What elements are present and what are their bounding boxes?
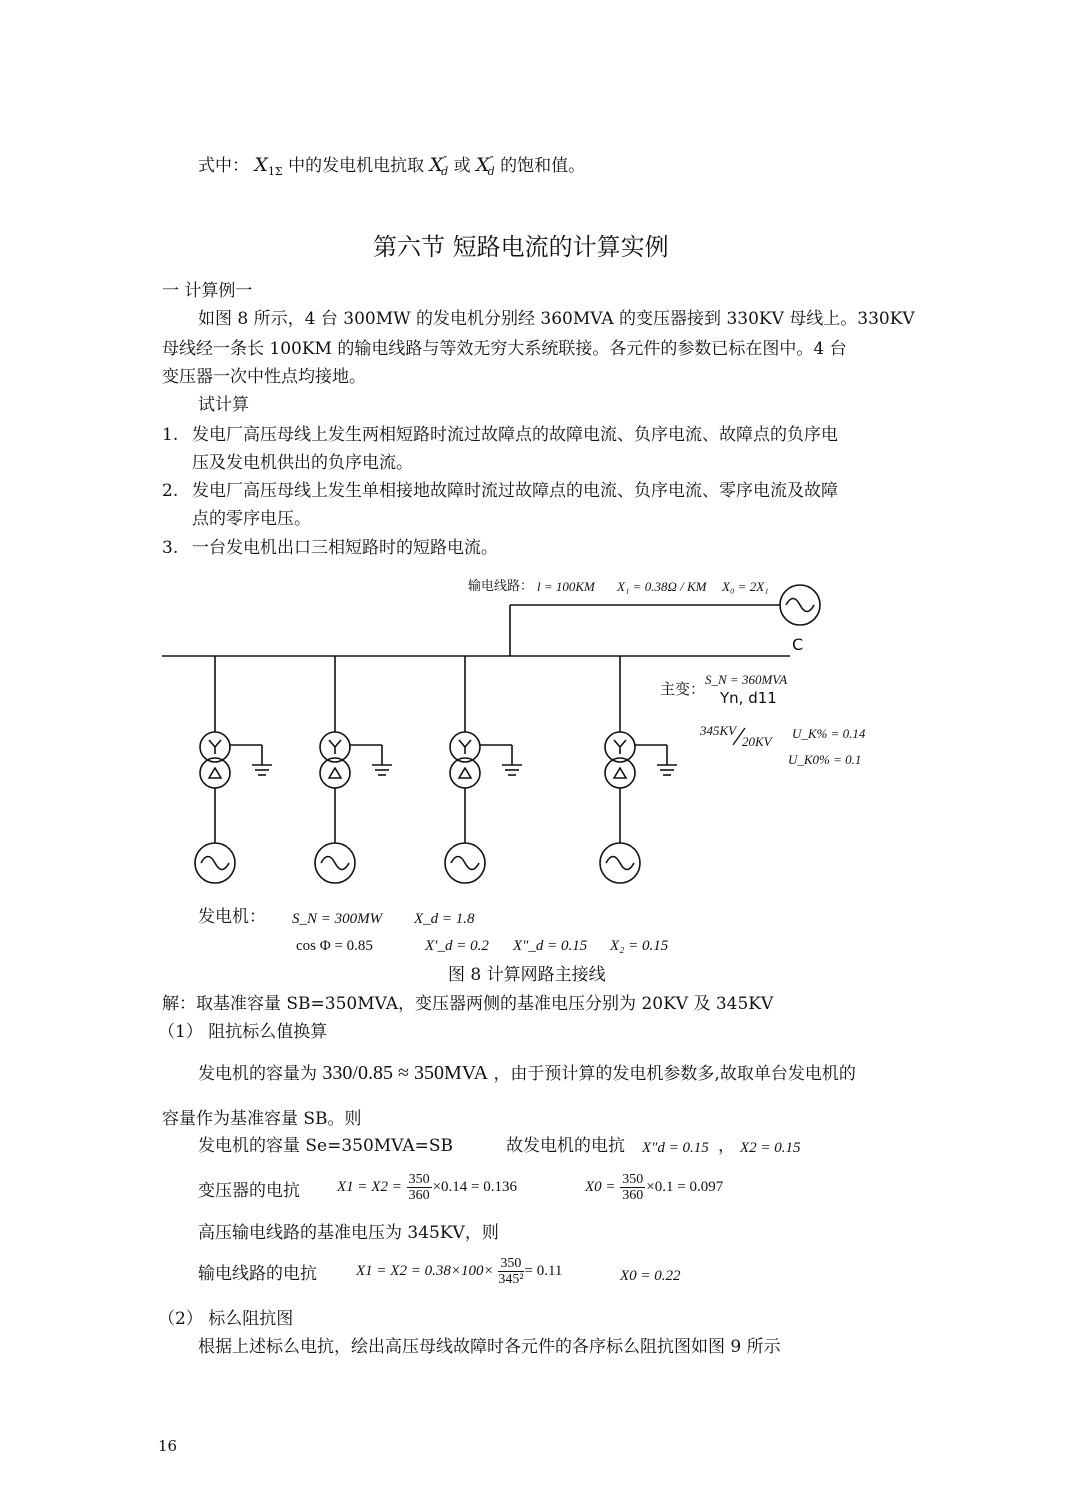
list-item-line: 发电厂高压母线上发生单相接地故障时流过故障点的电流、负序电流、零序电流及故障 <box>192 481 838 501</box>
solution-intro: 解：取基准容量 SB=350MVA，变压器两侧的基准电压分别为 20KV 及 345KV <box>162 994 774 1014</box>
transformer-label: 主变： <box>660 680 706 698</box>
hv-base-voltage: 高压输电线路的基准电压为 345KV，则 <box>198 1223 499 1243</box>
line-x1-formula: X1 = X2 = 0.38×100× $\frac{350}{\text{345²}}$ = 0.11 <box>356 1256 563 1287</box>
list-item-line: 一台发电机出口三相短路时的短路电流。 <box>192 538 498 558</box>
gen-reactance-label: 故发电机的电抗 <box>506 1136 625 1156</box>
generator-label: 发电机： <box>198 907 266 927</box>
transformer-uk: U_K% = 0.14 <box>792 726 866 741</box>
example-para-line-3: 变压器一次中性点均接地。 <box>162 367 366 387</box>
branch-3 <box>445 656 522 883</box>
list-item-line: 点的零序电压。 <box>192 509 311 529</box>
gen-reactance-x2: X2 = 0.15 <box>740 1140 801 1156</box>
gen-xd-double-prime: X″_d = 0.15 <box>513 938 588 954</box>
line-length: l = 100KM <box>537 579 595 594</box>
list-item-line: 压及发电机供出的负序电流。 <box>192 453 413 473</box>
figure-caption: 图 8 计算网路主接线 <box>448 965 606 985</box>
line-x0-value: X0 = 0.22 <box>620 1268 681 1284</box>
gen-capacity-line: 发电机的容量为 330/0.85 ≈ 350MVA ，由于预计算的发电机参数多,故取单台发电机的 <box>198 1062 856 1084</box>
transformer-ratio-lv: 20KV <box>742 734 772 749</box>
line-param-label: 输电线路： <box>468 579 534 594</box>
line-x1: X₁ = 0.38Ω / KM <box>617 579 707 594</box>
intro-line: 式中： $X_{1\Sigma}$ 中的发电机电抗取 $X''_d$ 或 $X''_d$ 的饱和值。 <box>198 154 586 178</box>
example-heading: 一 计算例一 <box>162 281 253 301</box>
step-2-text: 根据上述标么电抗，绘出高压母线故障时各元件的各序标么阻抗图如图 9 所示 <box>198 1337 781 1357</box>
branch-1 <box>195 656 272 883</box>
list-item-line: 发电厂高压母线上发生两相短路时流过故障点的故障电流、负序电流、故障点的负序电 <box>192 425 838 445</box>
step-2-heading: （2） 标么阻抗图 <box>158 1309 294 1329</box>
list-item-number: 1. <box>162 425 179 445</box>
gen-xd: X_d = 1.8 <box>414 911 475 927</box>
gen-sn: S_N = 300MW <box>292 911 383 927</box>
gen-xd-prime: X′_d = 0.2 <box>425 938 489 954</box>
gen-capacity-line-2: 容量作为基准容量 SB。则 <box>162 1109 362 1129</box>
list-item-number: 2. <box>162 481 179 501</box>
transformer-sn: S_N = 360MVA <box>705 672 788 687</box>
example-para-line-2: 母线经一条长 100KM 的输电线路与等效无穷大系统联接。各元件的参数已标在图中。4 台 <box>162 339 847 359</box>
line-x0: X₀ = 2X₁ <box>722 579 769 594</box>
try-label: 试计算 <box>198 395 249 415</box>
gen-cos: cos Φ = 0.85 <box>296 938 373 954</box>
transformer-uk0: U_K0% = 0.1 <box>788 752 862 767</box>
gen-se: 发电机的容量 Se=350MVA=SB <box>198 1136 453 1156</box>
system-label: C <box>792 635 804 654</box>
transformer-connection: Yn, d11 <box>720 689 777 707</box>
example-para-line-1: 如图 8 所示，4 台 300MW 的发电机分别经 360MVA 的变压器接到 330KV 母线上。330KV <box>198 309 915 329</box>
gen-reactance-xd: X″d = 0.15 <box>642 1140 709 1156</box>
section-title: 第六节 短路电流的计算实例 <box>373 233 669 261</box>
transformer-reactance-label: 变压器的电抗 <box>198 1181 300 1201</box>
transformer-x1-formula: X1 = X2 = $\frac{350}{360}$ ×0.14 = 0.136 <box>337 1172 517 1203</box>
comma: ， <box>718 1136 735 1156</box>
transformer-ratio-hv: 345KV <box>700 723 737 738</box>
page-number: 16 <box>158 1437 178 1455</box>
line-reactance-label: 输电线路的电抗 <box>198 1264 317 1284</box>
list-item-number: 3. <box>162 538 179 558</box>
gen-x2: X₂ = 0.15 <box>610 938 669 954</box>
transformer-x0-formula: X0 = $\frac{350}{360}$ ×0.1 = 0.097 <box>585 1172 724 1203</box>
branch-2 <box>315 656 392 883</box>
step-1-heading: （1） 阻抗标么值换算 <box>158 1022 328 1042</box>
